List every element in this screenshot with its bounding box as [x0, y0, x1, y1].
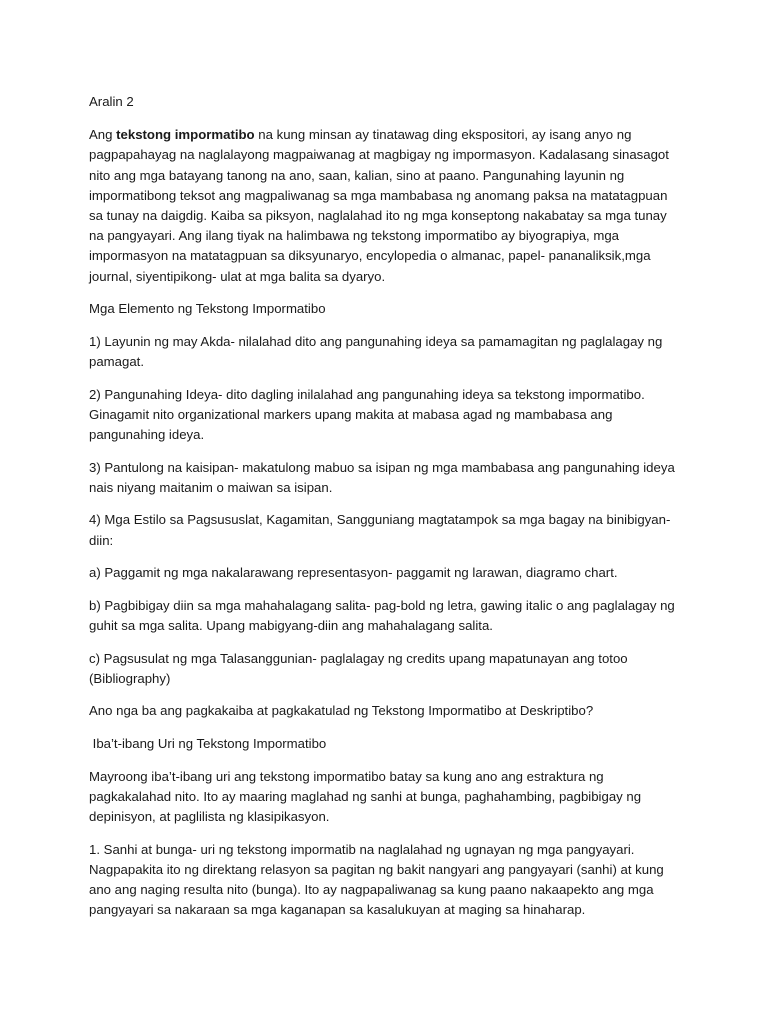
- element-item: 4) Mga Estilo sa Pagsususlat, Kagamitan, Sangguniang magtatampok sa mga bagay na binibigyan-diin:: [89, 512, 671, 548]
- style-item: a) Paggamit ng mga nakalarawang representasyon- paggamit ng larawan, diagramo chart.: [89, 565, 618, 581]
- lesson-title: Aralin 2: [89, 94, 134, 109]
- type-item: 1. Sanhi at bunga- uri ng tekstong impormatib na naglalahad ng ugnayan ng mga pangyayari. Nagpapakita ito ng direktang relasyon sa pagitan ng bakit nangyari ang pangyayari (sanhi) at kung ano ang naging resulta nito (bunga). Ito ay nagpapaliwanag sa kung paano nakaapekto ang mga pangyayari sa nakaraan sa mga kaganapan sa kasalukuyan at maging sa hinaharap.: [89, 841, 664, 918]
- style-item: c) Pagsusulat ng mga Talasanggunian- paglalagay ng credits upang mapatunayan ang totoo (Bibliography): [89, 650, 628, 686]
- comparison-question: Ano nga ba ang pagkakaiba at pagkakatulad ng Tekstong Impormatibo at Deskriptibo?: [89, 703, 594, 719]
- intro-paragraph: [89, 125, 680, 287]
- intro-prefix: Ang: [89, 127, 117, 143]
- elements-heading: Mga Elemento ng Tekstong Impormatibo: [89, 301, 326, 317]
- types-heading: Iba’t-ibang Uri ng Tekstong Impormatibo: [89, 735, 327, 751]
- intro-rest: na kung minsan ay tinatawag ding ekspositori, ay isang anyo ng pagpapahayag na naglalayong magpaiwanag at magbigay ng impormasyon. Kadalasang sinasagot nito ang mga batayang tanong na ano, saan, kalian, sino at paano. Pangunahing layunin ng impormatibong teksot ang magpaliwanag sa mga mambabasa ng anomang paksa na matatagpuan sa tunay na daigdig. Kaiba sa piksyon, naglalahad ito ng mga konseptong nakabatay sa mga tunay na pangyayari. Ang ilang tiyak na halimbawa ng tekstong impormatibo ay biyograpiya, mga impormasyon na matatagpuan sa diksyunaryo, encylopedia o almanac, papel- pananaliksik,mga journal, siyentipikong- ulat at mga balita sa dyaryo.: [89, 127, 669, 284]
- element-item: 3) Pantulong na kaisipan- makatulong mabuo sa isipan ng mga mambabasa ang pangunahing ideya nais niyang maitanim o maiwan sa isipan.: [89, 459, 675, 495]
- style-item: b) Pagbibigay diin sa mga mahahalagang salita- pag-bold ng letra, gawing italic o ang paglalagay ng guhit sa mga salita. Upang mabigyang-diin ang mahahalagang salita.: [89, 597, 675, 633]
- element-item: 1) Layunin ng may Akda- nilalahad dito ang pangunahing ideya sa pamamagitan ng paglalagay ng pamagat.: [89, 333, 663, 370]
- element-item: 2) Pangunahing Ideya- dito dagling inilalahad ang pangunahing ideya sa tekstong impormatibo. Ginagamit nito organizational markers upang makita at mabasa agad ng mambabasa ang pangunahing ideya.: [89, 386, 645, 443]
- intro-bold-term: tekstong impormatibo: [116, 127, 255, 143]
- types-intro-paragraph: Mayroong iba’t-ibang uri ang tekstong impormatibo batay sa kung ano ang estraktura ng pagkakalahad nito. Ito ay maaring maglahad ng sanhi at bunga, paghahambing, pagbibigay ng depinisyon, at paglilista ng klasipikasyon.: [89, 768, 642, 824]
